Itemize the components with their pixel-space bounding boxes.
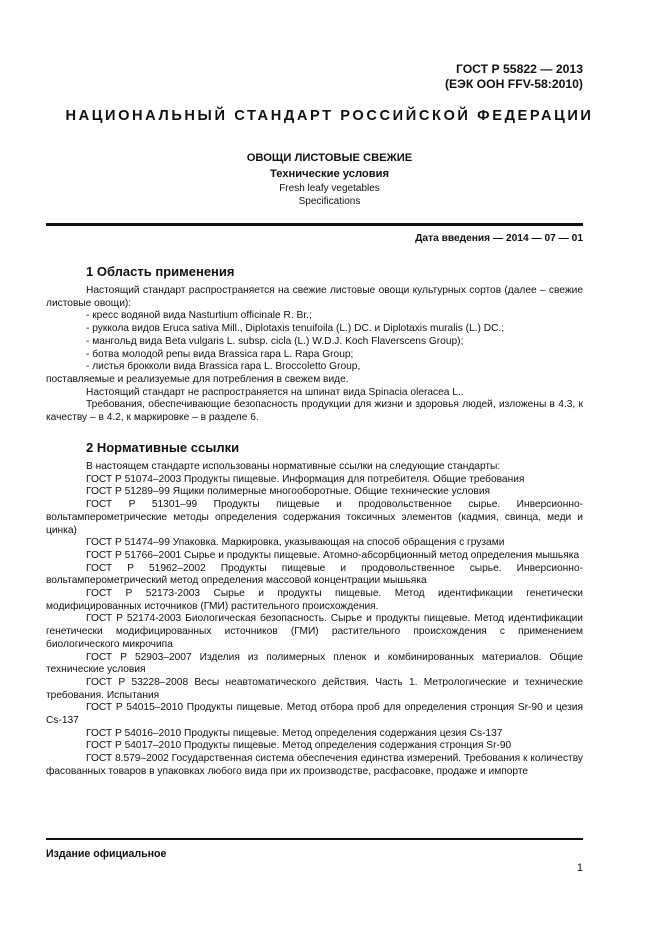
reference-item: ГОСТ Р 51074–2003 Продукты пищевые. Информация для потребителя. Общие требования [86, 473, 525, 485]
paragraph: Требования, обеспечивающие безопасность продукции для жизни и здоровья людей, изложены в 4.3, к качеству – в 4.2, к маркировке – в разделе 6. [46, 399, 583, 424]
paragraph: Настоящий стандарт не распространяется на шпинат вида Spinacia oleracea L.. [86, 386, 464, 398]
reference-item: ГОСТ Р 51474–99 Упаковка. Маркировка, указывающая на способ обращения с грузами [86, 537, 505, 549]
paragraph: В настоящем стандарте использованы нормативные ссылки на следующие стандарты: [86, 461, 501, 472]
national-standard-title: НАЦИОНАЛЬНЫЙ СТАНДАРТ РОССИЙСКОЙ ФЕДЕРАЦИИ [65, 108, 594, 124]
reference-item: ГОСТ Р 51289–99 Ящики полимерные многооборотные. Общие технические условия [86, 486, 491, 498]
reference-item: ГОСТ Р 52173-2003 Сырье и продукты пищевые. Метод идентификации генетически модифицированных источников (ГМИ) растительного происхождения. [46, 588, 583, 612]
reference-item: ГОСТ Р 51962–2002 Продукты пищевые и продовольственное сырье. Инверсионно-вольтамперометрический метод определения массовой концентрации мышьяка [46, 562, 583, 587]
subtitle-en: Specifications [298, 196, 361, 207]
reference-item: ГОСТ Р 51301–99 Продукты пищевые и продовольственное сырье. Инверсионно-вольтамперометрические методы определения содержания токсичных элементов (кадмия, свинца, меди и цинка) [46, 499, 583, 536]
reference-item: ГОСТ Р 52903–2007 Изделия из полимерных пленок и комбинированных материалов. Общие технические условия [46, 651, 583, 676]
paragraph: Настоящий стандарт распространяется на свежие листовые овощи культурных сортов (далее – свежие листовые овощи): [46, 285, 583, 309]
title-en: Fresh leafy vegetables [279, 183, 380, 194]
subtitle-ru: Технические условия [269, 168, 390, 180]
reference-item: ГОСТ Р 53228–2008 Весы неавтоматического действия. Часть 1. Метрологические и технические требования. Испытания [46, 676, 583, 701]
list-item: - листья брокколи вида Brassica rapa L. Broccoletto Group, [86, 361, 361, 373]
list-item: - ботва молодой репы вида Brassica rapa L. Rapa Group; [86, 348, 354, 360]
section-scope [46, 264, 583, 425]
header-divider [46, 223, 583, 226]
reference-item: ГОСТ Р 52174-2003 Биологическая безопасность. Сырье и продукты пищевые. Метод идентификации генетически модифицированных источников (ГМИ) растительного происхождения с применением биологического микрочипа [46, 613, 583, 650]
official-edition-label: Издание официальное [46, 848, 167, 860]
document-code [445, 62, 583, 92]
page-number: 1 [576, 862, 583, 874]
unece-code: (ЕЭК ООН FFV-58:2010) [444, 77, 583, 91]
reference-item: ГОСТ Р 54015–2010 Продукты пищевые. Метод отбора проб для определения стронция Sr-90 и цезия Cs-137 [46, 702, 583, 727]
list-item: - кресс водяной вида Nasturtium officinale R. Br.; [86, 310, 312, 322]
list-item: - руккола видов Eruca sativa Mill., Diplotaxis tenuifoila (L.) DC. и Diplotaxis muralis (L.) DC.; [86, 323, 505, 335]
footer-divider [46, 838, 583, 840]
document-title-block [46, 150, 613, 208]
reference-item: ГОСТ Р 54017–2010 Продукты пищевые. Метод определения содержания стронция Sr-90 [86, 740, 512, 752]
section-heading: 1 Область применения [86, 264, 235, 279]
paragraph: поставляемые и реализуемые для потребления в свежем виде. [46, 373, 349, 385]
reference-item: ГОСТ Р 54016–2010 Продукты пищевые. Метод определения содержания цезия Cs-137 [86, 727, 503, 739]
standard-code: ГОСТ Р 55822 — 2013 [455, 62, 583, 76]
reference-item: ГОСТ Р 51766–2001 Сырье и продукты пищевые. Атомно-абсорбционный метод определения мышьяка [86, 549, 580, 561]
section-normative-references [46, 440, 583, 779]
reference-item: ГОСТ 8.579–2002 Государственная система обеспечения единства измерений. Требования к количеству фасованных товаров в упаковках любого вида при их производстве, расфасовке, продаже и импорте [46, 753, 583, 777]
introduction-date: Дата введения — 2014 — 07 — 01 [415, 233, 583, 244]
list-item: - мангольд вида Beta vulgaris L. subsp. cicla (L.) W.D.J. Koch Flaverscens Group); [86, 335, 464, 347]
title-ru: ОВОЩИ ЛИСТОВЫЕ СВЕЖИЕ [246, 152, 413, 164]
section-heading: 2 Нормативные ссылки [86, 440, 240, 455]
